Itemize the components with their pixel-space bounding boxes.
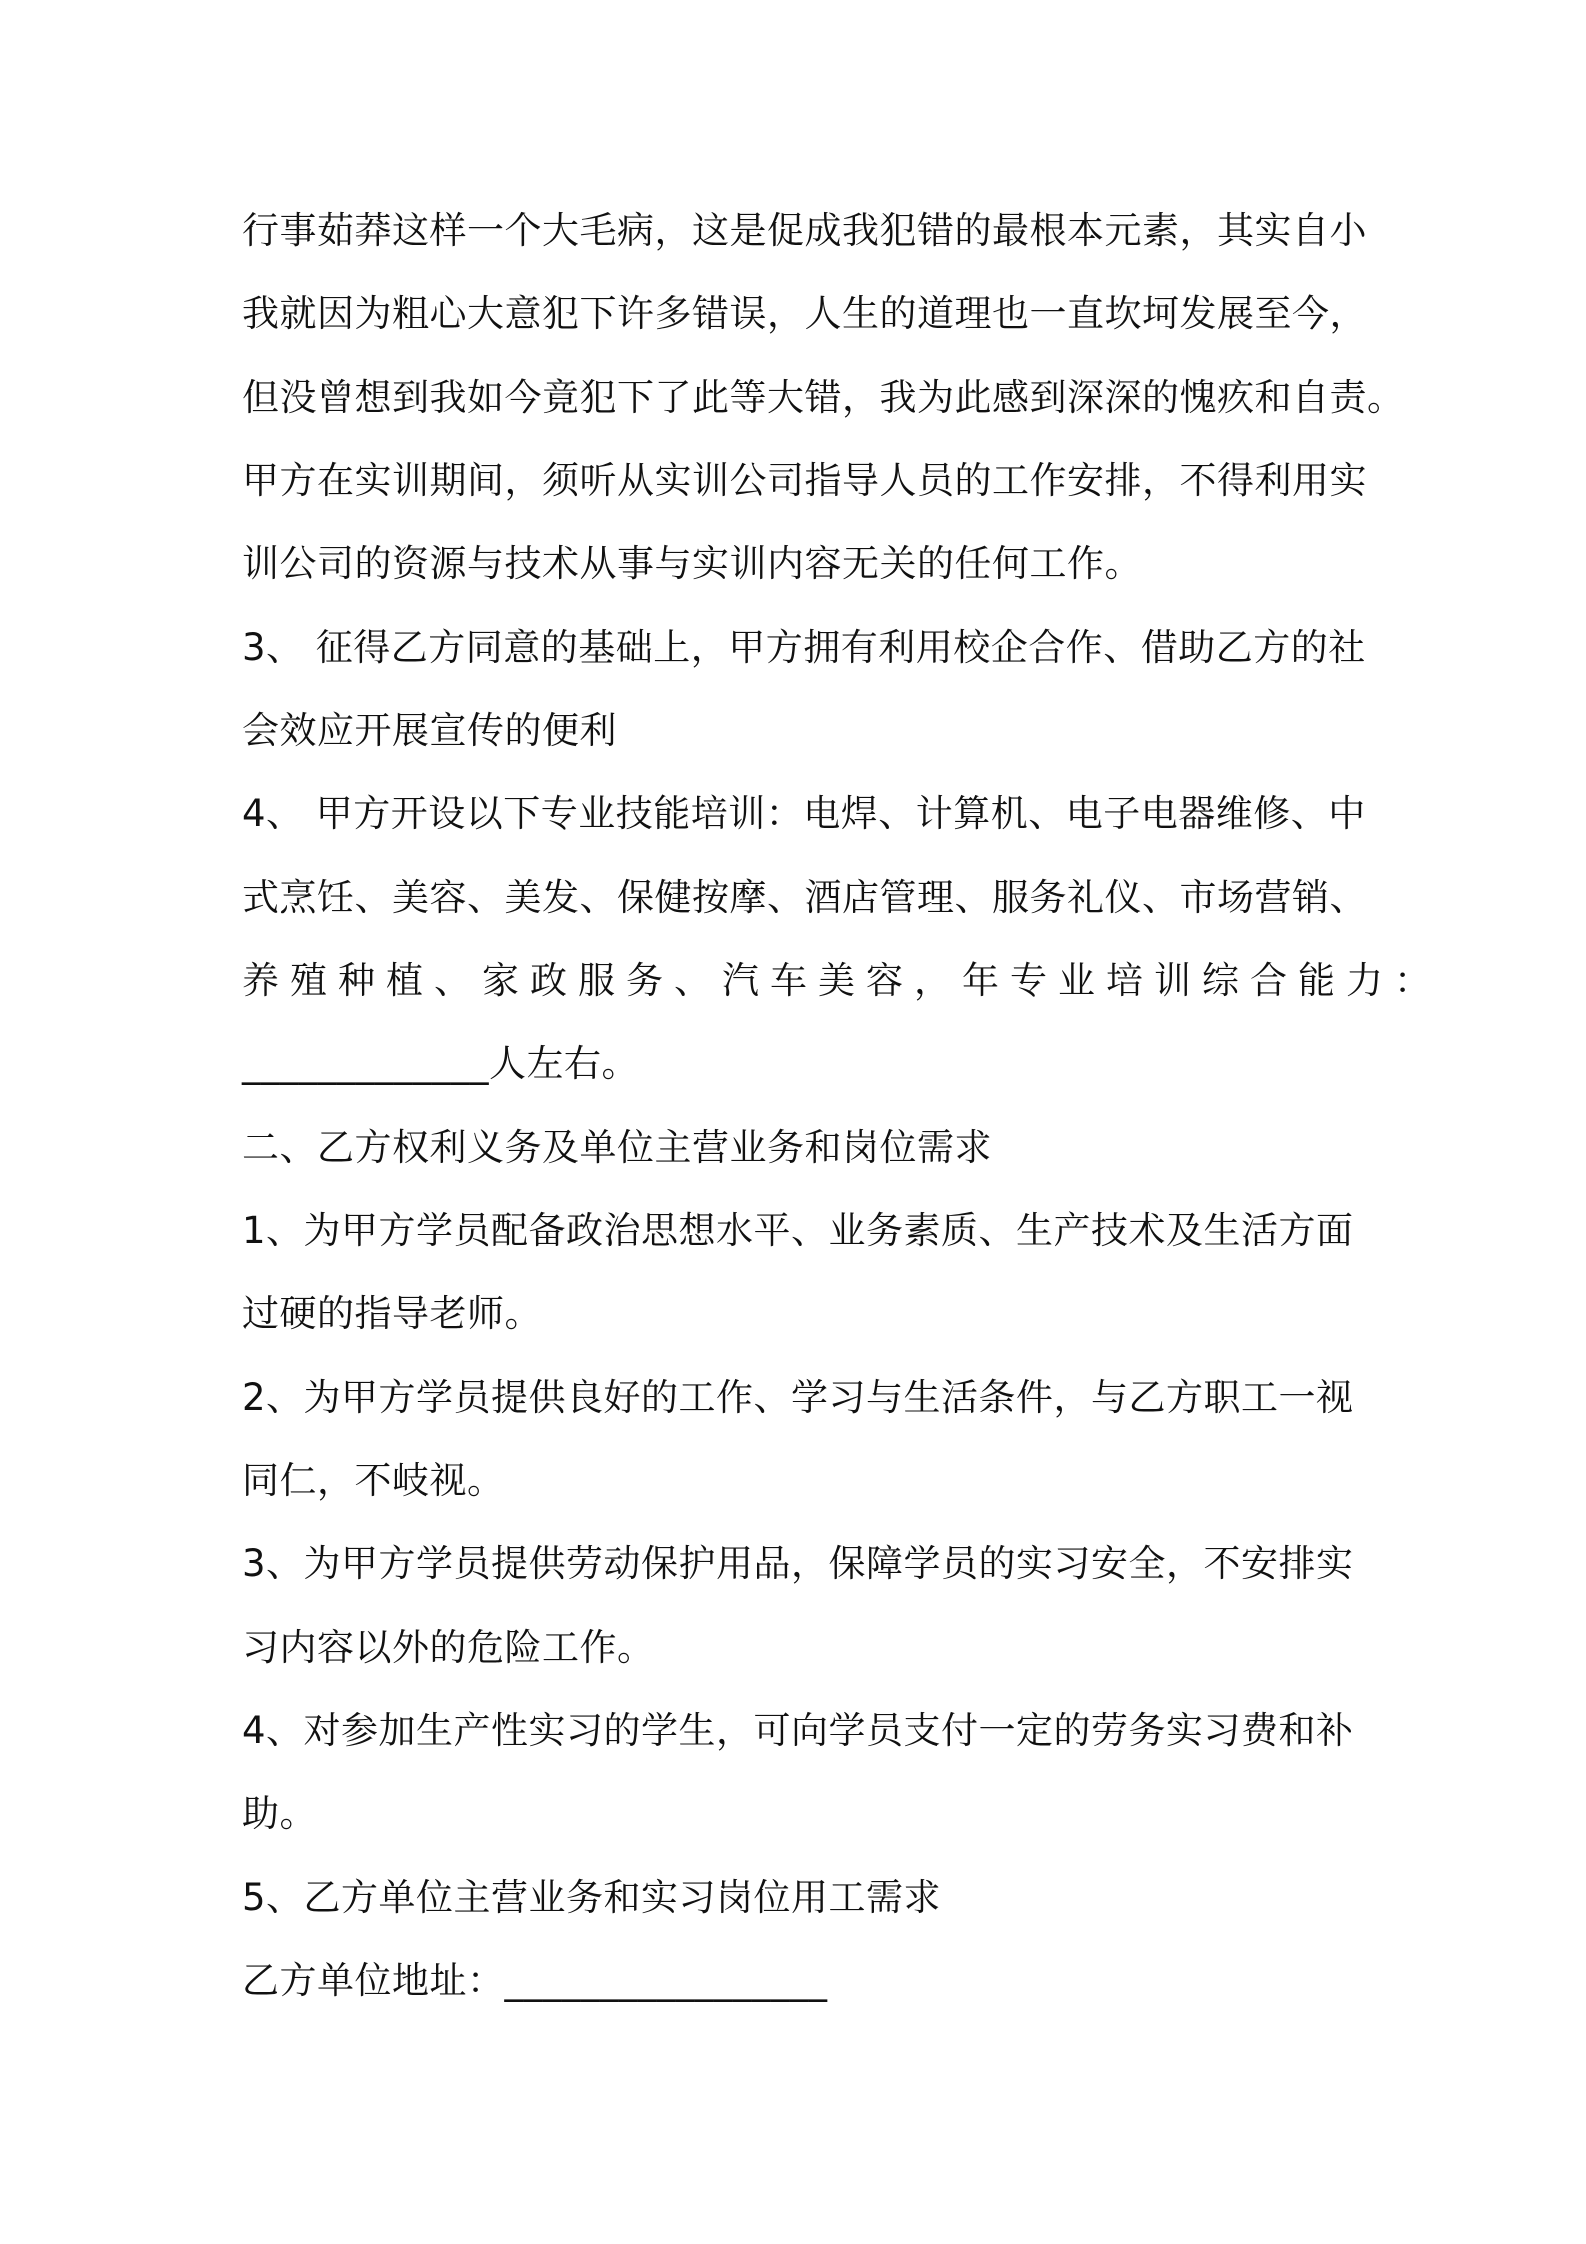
item-4-line-4: _____________人左右。 bbox=[242, 1042, 639, 1085]
paragraph-line-3: 但没曾想到我如今竟犯下了此等大错，我为此感到深深的愧疚和自责。 bbox=[242, 376, 1405, 419]
address-line: 乙方单位地址：_________________ bbox=[242, 1959, 828, 2002]
paragraph-line-2: 我就因为粗心大意犯下许多错误，人生的道理也一直坎坷发展至今， bbox=[242, 292, 1367, 335]
item-3-line-2: 会效应开展宣传的便利 bbox=[242, 709, 617, 752]
duty-4-line-1: 4、对参加生产性实习的学生，可向学员支付一定的劳务实习费和补 bbox=[242, 1709, 1354, 1752]
duty-1-line-1: 1、为甲方学员配备政治思想水平、业务素质、生产技术及生活方面 bbox=[242, 1209, 1354, 1252]
item-3-line-1: 3、 征得乙方同意的基础上，甲方拥有利用校企合作、借助乙方的社 bbox=[242, 626, 1366, 669]
item-4-line-3: 养殖种植、家政服务、汽车美容，年专业培训综合能力： bbox=[242, 959, 1442, 1002]
duty-4-line-2: 助。 bbox=[242, 1792, 317, 1835]
paragraph-line-4: 甲方在实训期间，须听从实训公司指导人员的工作安排，不得利用实 bbox=[242, 459, 1367, 502]
item-4-line-2: 式烹饪、美容、美发、保健按摩、酒店管理、服务礼仪、市场营销、 bbox=[242, 876, 1367, 919]
duty-3-line-1: 3、为甲方学员提供劳动保护用品，保障学员的实习安全，不安排实 bbox=[242, 1542, 1354, 1585]
duty-2-line-1: 2、为甲方学员提供良好的工作、学习与生活条件，与乙方职工一视 bbox=[242, 1376, 1354, 1419]
duty-2-line-2: 同仁，不岐视。 bbox=[242, 1459, 505, 1502]
section-heading-2: 二、乙方权利义务及单位主营业务和岗位需求 bbox=[242, 1126, 992, 1169]
duty-5-line-1: 5、乙方单位主营业务和实习岗位用工需求 bbox=[242, 1876, 942, 1919]
paragraph-line-5: 训公司的资源与技术从事与实训内容无关的任何工作。 bbox=[242, 542, 1142, 585]
duty-3-line-2: 习内容以外的危险工作。 bbox=[242, 1626, 655, 1669]
duty-1-line-2: 过硬的指导老师。 bbox=[242, 1292, 542, 1335]
paragraph-line-1: 行事茹莽这样一个大毛病，这是促成我犯错的最根本元素，其实自小 bbox=[242, 209, 1367, 252]
item-4-line-1: 4、 甲方开设以下专业技能培训：电焊、计算机、电子电器维修、中 bbox=[242, 792, 1366, 835]
